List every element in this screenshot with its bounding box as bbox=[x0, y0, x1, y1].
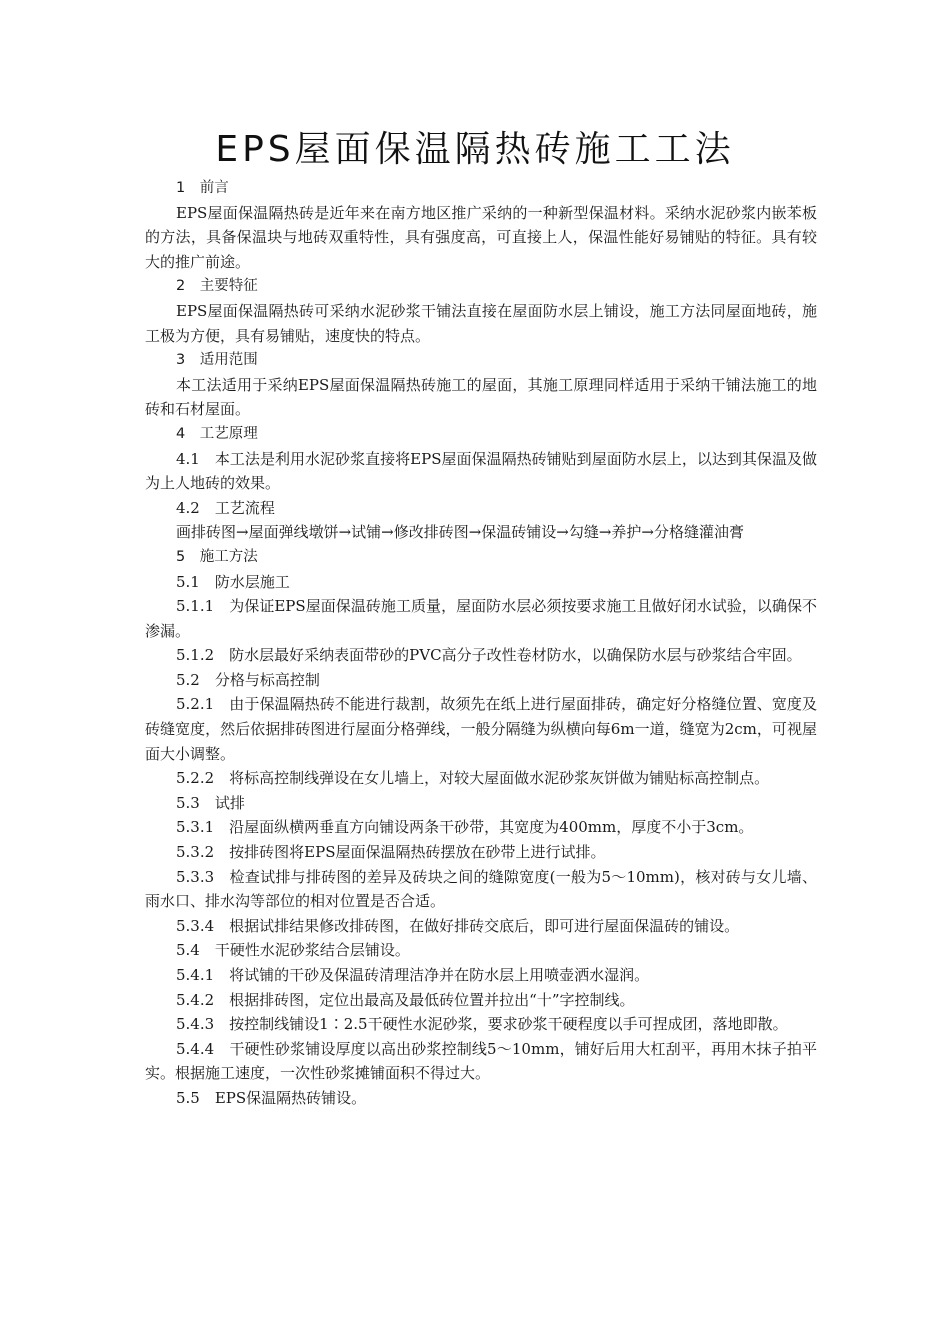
body-paragraph: 5.2.1 由于保温隔热砖不能进行裁割，故须先在纸上进行屋面排砖，确定好分格缝位置、宽度及砖缝宽度，然后依据排砖图进行屋面分格弹线，一般分隔缝为纵横向每6m一道，缝宽为2cm，可视屋面大小调整。 bbox=[145, 695, 817, 763]
body-paragraph: 5.1.2 防水层最好采纳表面带砂的PVC高分子改性卷材防水，以确保防水层与砂浆结合牢固。 bbox=[176, 646, 802, 665]
body-paragraph: 5.1.1 为保证EPS屋面保温砖施工质量，屋面防水层必须按要求施工且做好闭水试验，以确保不渗漏。 bbox=[145, 597, 817, 640]
body-paragraph: 5.1 防水层施工 bbox=[176, 572, 290, 591]
body-paragraph: 5.3.1 沿屋面纵横两垂直方向铺设两条干砂带，其宽度为400mm，厚度不小于3cm。 bbox=[176, 818, 754, 837]
section-heading: 5 施工方法 bbox=[176, 548, 258, 565]
body-paragraph: 本工法适用于采纳EPS屋面保温隔热砖施工的屋面，其施工原理同样适用于采纳干铺法施工的地砖和石材屋面。 bbox=[145, 375, 817, 419]
body-paragraph: EPS屋面保温隔热砖可采纳水泥砂浆干铺法直接在屋面防水层上铺设，施工方法同屋面地砖，施工极为方便，具有易铺贴，速度快的特点。 bbox=[145, 301, 817, 345]
body-paragraph: 5.4.1 将试铺的干砂及保温砖清理洁净并在防水层上用喷壶洒水湿润。 bbox=[176, 966, 650, 984]
body-paragraph: 5.5 EPS保温隔热砖铺设。 bbox=[176, 1088, 367, 1107]
body-paragraph: 5.3.3 检查试排与排砖图的差异及砖块之间的缝隙宽度(一般为5～10mm)，核对砖与女儿墙、雨水口、排水沟等部位的相对位置是否合适。 bbox=[145, 867, 817, 911]
body-paragraph: 5.3 试排 bbox=[176, 793, 245, 812]
body-paragraph: 5.4.4 干硬性砂浆铺设厚度以高出砂浆控制线5～10mm，铺好后用大杠刮平，再用木抹子拍平实。根据施工速度，一次性砂浆摊铺面积不得过大。 bbox=[145, 1039, 817, 1083]
body-paragraph: 4.2 工艺流程 bbox=[176, 498, 275, 517]
body-paragraph: EPS屋面保温隔热砖是近年来在南方地区推广采纳的一种新型保温材料。采纳水泥砂浆内嵌苯板的方法，具备保温块与地砖双重特性，具有强度高，可直接上人，保温性能好易铺贴的特征。具有较大的推广前途。 bbox=[145, 203, 817, 271]
document-body bbox=[145, 176, 817, 1111]
body-paragraph: 5.3.4 根据试排结果修改排砖图，在做好排砖交底后，即可进行屋面保温砖的铺设。 bbox=[176, 916, 740, 935]
section-heading: 4 工艺原理 bbox=[176, 425, 258, 442]
body-paragraph: 5.4.2 根据排砖图，定位出最高及最低砖位置并拉出“十”字控制线。 bbox=[176, 990, 635, 1009]
body-paragraph: 画排砖图→屋面弹线墩饼→试铺→修改排砖图→保温砖铺设→勾缝→养护→分格缝灌油膏 bbox=[176, 523, 744, 542]
body-paragraph: 5.2.2 将标高控制线弹设在女儿墙上，对较大屋面做水泥砂浆灰饼做为铺贴标高控制点。 bbox=[176, 769, 770, 788]
body-paragraph: 5.4.3 按控制线铺设1∶2.5干硬性水泥砂浆，要求砂浆干硬程度以手可捏成团，落地即散。 bbox=[176, 1015, 788, 1034]
section-heading: 1 前言 bbox=[176, 180, 229, 196]
body-paragraph: 5.4 干硬性水泥砂浆结合层铺设。 bbox=[176, 941, 410, 960]
section-heading: 2 主要特征 bbox=[176, 278, 258, 295]
section-heading: 3 适用范围 bbox=[176, 352, 258, 369]
document-title: EPS屋面保温隔热砖施工工法 bbox=[215, 129, 735, 170]
body-paragraph: 4.1 本工法是利用水泥砂浆直接将EPS屋面保温隔热砖铺贴到屋面防水层上，以达到其保温及做为上人地砖的效果。 bbox=[145, 449, 817, 493]
body-paragraph: 5.2 分格与标高控制 bbox=[176, 670, 320, 689]
body-paragraph: 5.3.2 按排砖图将EPS屋面保温隔热砖摆放在砂带上进行试排。 bbox=[176, 843, 606, 862]
